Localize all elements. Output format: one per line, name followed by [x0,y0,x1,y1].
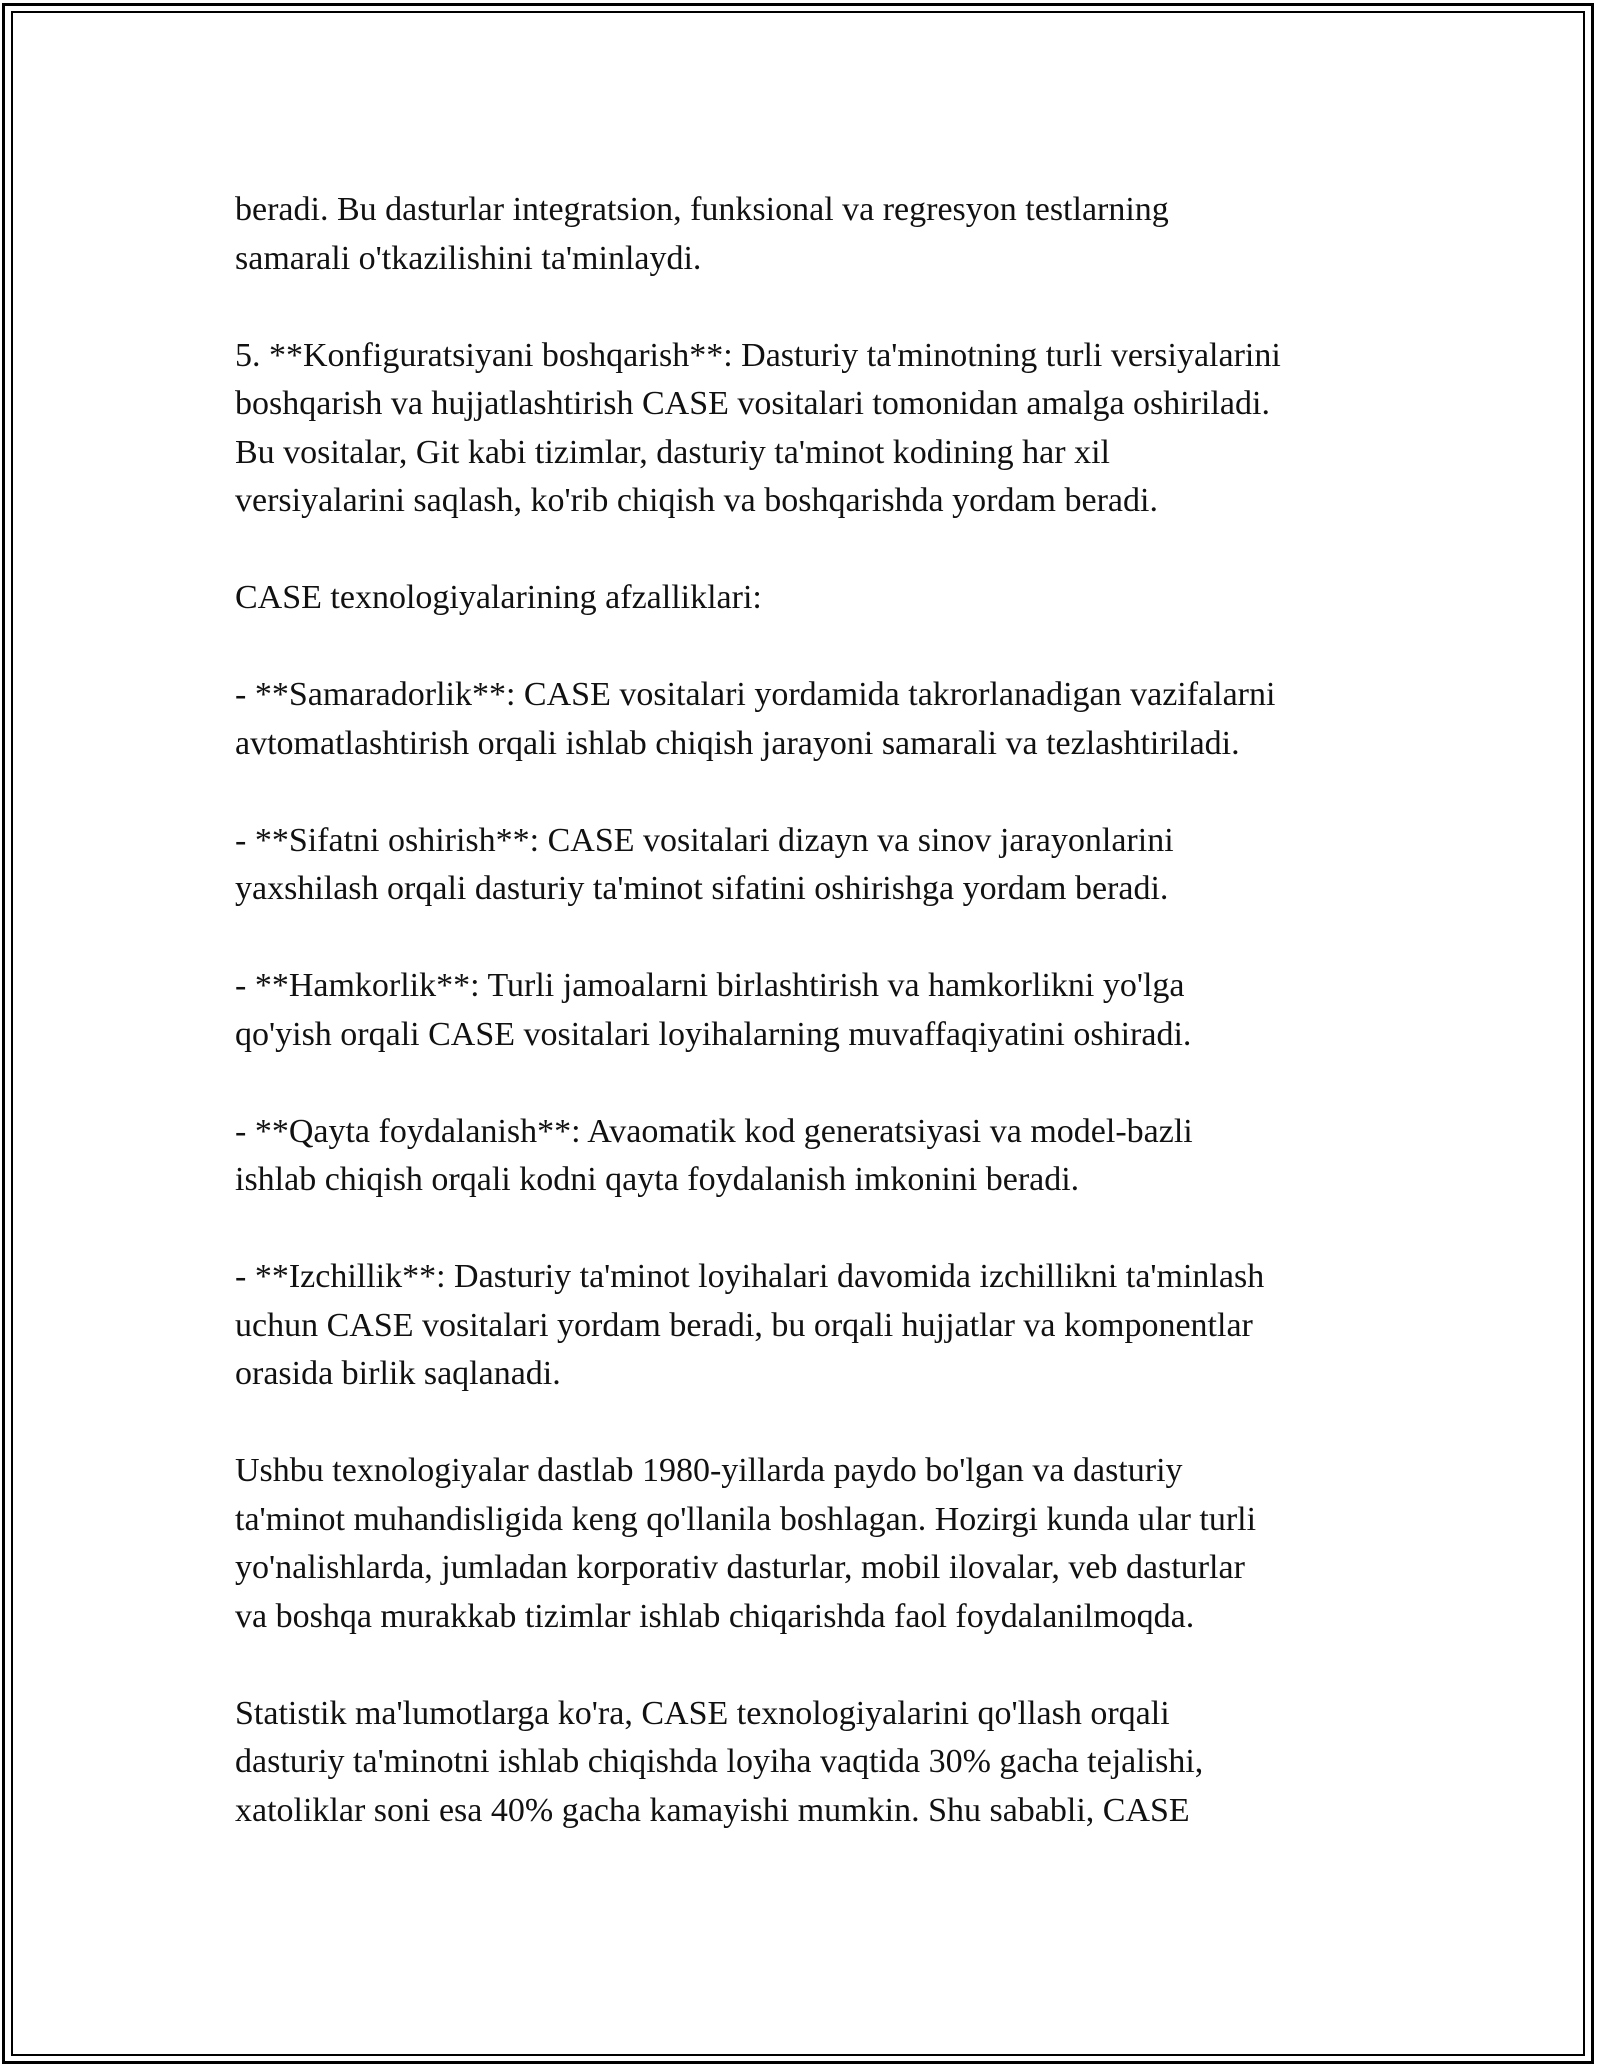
text-line: uchun CASE vositalari yordam beradi, bu orqali hujjatlar va komponentlar [235,1306,1253,1344]
list-item-collaboration [235,962,1375,1059]
text-line: versiyalarini saqlash, ko'rib chiqish va boshqarishda yordam beradi. [235,482,1158,519]
text-line: 5. **Konfiguratsiyani boshqarish**: Dasturiy ta'minotning turli versiyalarini [235,336,1281,374]
text-line: - **Samaradorlik**: CASE vositalari yordamida takrorlanadigan vazifalarni [235,676,1276,713]
paragraph-configuration-management [235,332,1375,526]
text-line: ishlab chiqish orqali kodni qayta foydalanish imkonini beradi. [235,1161,1080,1198]
document-body [235,186,1375,1835]
text-line: va boshqa murakkab tizimlar ishlab chiqarishda faol foydalanilmoqda. [235,1597,1195,1635]
list-item-consistency [235,1253,1375,1399]
text-line: dasturiy ta'minotni ishlab chiqishda loyiha vaqtida 30% gacha tejalishi, [235,1743,1204,1780]
text-line: Statistik ma'lumotlarga ko'ra, CASE texnologiyalarini qo'llash orqali [235,1694,1170,1732]
text-line: - **Sifatni oshirish**: CASE vositalari dizayn va sinov jarayonlarini [235,821,1174,859]
text-line: samarali o'tkazilishini ta'minlaydi. [235,239,702,277]
text-line: - **Hamkorlik**: Turli jamoalarni birlashtirish va hamkorlikni yo'lga [235,967,1185,1004]
text-line: ta'minot muhandisligida keng qo'llanila boshlagan. Hozirgi kunda ular turli [235,1500,1257,1538]
text-line: yo'nalishlarda, jumladan korporativ dasturlar, mobil ilovalar, veb dasturlar [235,1549,1245,1586]
list-item-quality [235,817,1375,914]
paragraph-testing-continuation [235,186,1375,283]
text-line: CASE texnologiyalarining afzalliklari: [235,579,762,616]
text-line: orasida birlik saqlanadi. [235,1355,561,1392]
text-line: - **Izchillik**: Dasturiy ta'minot loyihalari davomida izchillikni ta'minlash [235,1258,1265,1295]
text-line: beradi. Bu dasturlar integratsion, funksional va regresyon testlarning [235,191,1169,228]
text-line: - **Qayta foydalanish**: Avaomatik kod generatsiyasi va model-bazli [235,1112,1193,1150]
text-line: Ushbu texnologiyalar dastlab 1980-yillarda paydo bo'lgan va dasturiy [235,1452,1183,1489]
list-item-efficiency [235,671,1375,768]
text-line: Bu vositalar, Git kabi tizimlar, dasturiy ta'minot kodining har xil [235,433,1110,471]
paragraph-history [235,1447,1375,1641]
text-line: qo'yish orqali CASE vositalari loyihalarning muvaffaqiyatini oshiradi. [235,1015,1192,1053]
text-line: yaxshilash orqali dasturiy ta'minot sifatini oshirishga yordam beradi. [235,870,1169,907]
text-line: boshqarish va hujjatlashtirish CASE vositalari tomonidan amalga oshiriladi. [235,385,1270,422]
paragraph-advantages-heading [235,574,1375,623]
paragraph-statistics [235,1690,1375,1836]
text-line: avtomatlashtirish orqali ishlab chiqish jarayoni samarali va tezlashtiriladi. [235,724,1240,762]
text-line: xatoliklar soni esa 40% gacha kamayishi mumkin. Shu sababli, CASE [235,1791,1190,1829]
list-item-reuse [235,1108,1375,1205]
